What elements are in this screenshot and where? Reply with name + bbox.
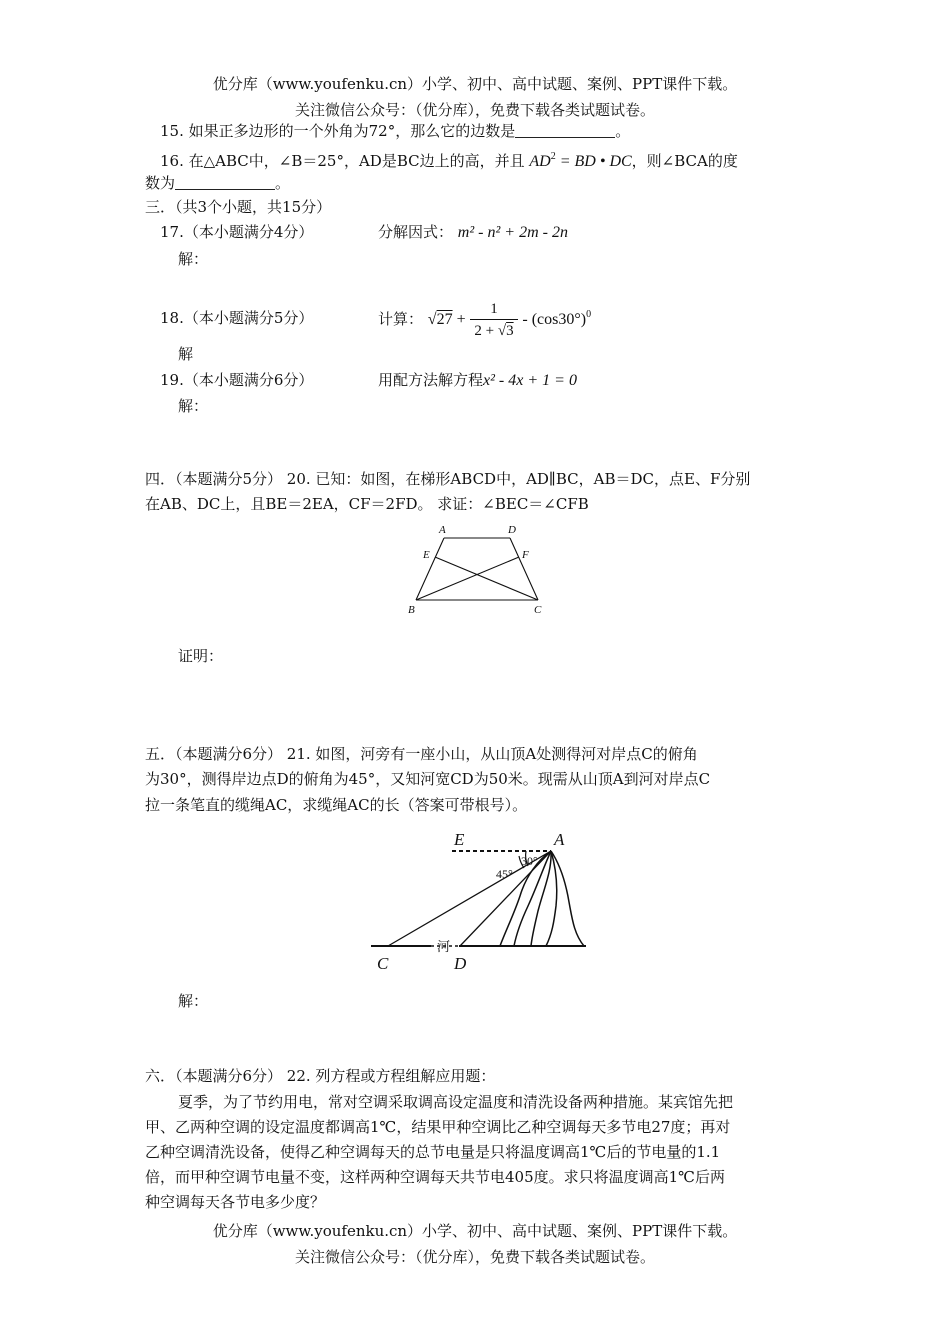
section-6-paragraph-4: 倍，而甲种空调节电量不变，这样两种空调每天共节电405度。求只将温度调高1℃后两 (145, 1168, 725, 1186)
question-15 (160, 120, 630, 142)
q17-label: 17.（本小题满分4分） (160, 223, 314, 241)
q17-problem (378, 221, 568, 244)
section-5-line-2: 为30°，测得岸边点D的俯角为45°，又知河宽CD为50米。现需从山顶A到河对岸点C (145, 770, 711, 788)
question-16-line-2 (145, 172, 290, 194)
q18-cos-term: - $(\cos 30^\circ)^0$ (522, 309, 592, 328)
q19-label: 19.（本小题满分6分） (160, 371, 314, 389)
q16-end: 。 (275, 174, 291, 192)
q19-problem (378, 369, 577, 392)
q15-answer-blank[interactable] (515, 122, 615, 138)
section-4-line-2: 在AB、DC上，且BE＝2EA，CF＝2FD。 求证：∠BEC＝∠CFB (145, 495, 589, 513)
section-6-line-1: 六．（本题满分6分） 22. 列方程或方程组解应用题： (145, 1067, 496, 1085)
trapezoid-figure (400, 520, 560, 615)
q19-formula: x² - 4x + 1 = 0 (483, 372, 577, 389)
label-e: E (423, 549, 430, 561)
angle-30-label: 30° (521, 854, 538, 868)
angle-45-label: 45° (496, 867, 513, 881)
river-label: 河 (437, 939, 451, 954)
mountain-river-figure (368, 826, 590, 974)
section-5-answer-label: 解： (178, 992, 209, 1010)
mountain-ridge-3 (546, 851, 557, 946)
q15-number: 15. (160, 122, 184, 140)
segment-dc (510, 538, 538, 600)
section-6-paragraph-3: 乙种空调清洗设备，使得乙种空调每天的总节电量是只将温度调高1℃后的节电量的1.1 (145, 1143, 721, 1161)
header-line-1: 优分库（www.youfenku.cn）小学、初中、高中试题、案例、PPT课件下载。 (212, 75, 738, 93)
section-4-answer-label: 证明： (178, 647, 224, 665)
header-line-2: 关注微信公众号：（优分库），免费下载各类试题试卷。 (294, 101, 655, 119)
section-4-line-1: 四．（本题满分5分） 20. 已知：如图，在梯形ABCD中，AD∥BC，AB＝DC，点E、F分别 (145, 470, 751, 488)
section-6-paragraph-2: 甲、乙两种空调的设定温度都调高1℃，结果甲种空调比乙种空调每天多节电27度；再对 (145, 1118, 731, 1136)
label-b: B (408, 604, 415, 616)
q17-instruction: 分解因式： (378, 223, 454, 241)
q16-line2-text: 数为 (145, 174, 176, 192)
label-c: C (377, 954, 389, 973)
q18-answer-label: 解 (178, 345, 194, 363)
q16-formula: $AD^2$ = BD • DC (529, 151, 632, 170)
question-16 (160, 146, 738, 173)
q15-text: 如果正多边形的一个外角为72°，那么它的边数是 (188, 122, 516, 140)
q18-sqrt-term: √27 + (427, 311, 466, 328)
q17-answer-label: 解： (178, 250, 209, 268)
q18-instruction: 计算： (378, 310, 424, 328)
q16-text-a: 在△ABC中，∠B＝25°，AD是BC边上的高，并且 (188, 152, 525, 170)
q19-instruction: 用配方法解方程 (378, 371, 484, 389)
section-6-paragraph-5: 种空调每天各节电多少度？ (145, 1193, 326, 1211)
label-e: E (454, 830, 465, 849)
label-d: D (508, 524, 516, 536)
segment-ec (435, 557, 538, 600)
label-a: A (554, 830, 565, 849)
label-d: D (454, 954, 467, 973)
q15-end: 。 (615, 122, 631, 140)
section-3-title: 三．（共3个小题，共15分） (145, 198, 332, 216)
label-a: A (439, 524, 446, 536)
q16-number: 16. (160, 152, 184, 170)
q18-label: 18.（本小题满分5分） (160, 309, 314, 327)
q17-formula: m² - n² + 2m - 2n (457, 224, 568, 241)
section-5-line-1: 五．（本题满分6分） 21. 如图，河旁有一座小山，从山顶A处测得河对岸点C的俯角 (145, 745, 698, 763)
section-6-paragraph-1: 夏季，为了节约用电，常对空调采取调高设定温度和清洗设备两种措施。某宾馆先把 (178, 1093, 734, 1111)
segment-fb (416, 557, 519, 600)
footer-line-2: 关注微信公众号：（优分库），免费下载各类试题试卷。 (294, 1248, 655, 1266)
q16-answer-blank[interactable] (175, 174, 275, 190)
section-5-line-3: 拉一条笔直的缆绳AC，求缆绳AC的长（答案可带根号）。 (145, 796, 528, 814)
label-c: C (534, 604, 542, 616)
segment-ab (416, 538, 444, 600)
q18-problem (378, 293, 591, 342)
label-f: F (522, 549, 529, 561)
q19-answer-label: 解： (178, 397, 209, 415)
footer-line-1: 优分库（www.youfenku.cn）小学、初中、高中试题、案例、PPT课件下载。 (212, 1222, 738, 1240)
q16-text-b: ，则∠BCA的度 (631, 152, 738, 170)
q18-fraction: $\frac{1}{2 + √3}$ (470, 299, 517, 342)
